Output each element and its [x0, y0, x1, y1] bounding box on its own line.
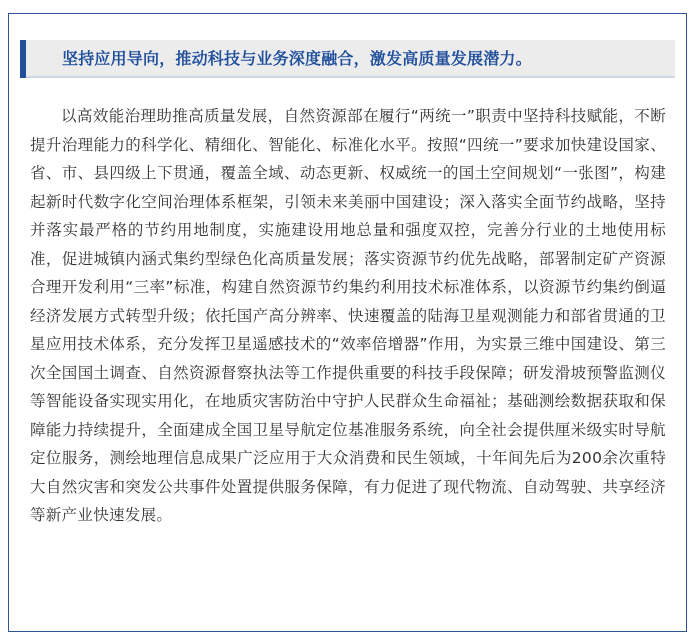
- heading-accent-bar: [20, 40, 26, 78]
- body-paragraph: 以高效能治理助推高质量发展，自然资源部在履行“两统一”职责中坚持科技赋能，不断提升治理能力的科学化、精细化、智能化、标准化水平。按照“四统一”要求加快建设国家、省、市、县四级上下贯通，覆盖全域、动态更新、权威统一的国土空间规划“一张图”，构建起新时代数字化空间治理体系框架，引领未来美丽中国建设；深入落实全面节约战略，坚持并落实最严格的节约用地制度，实施建设用地总量和强度双控，完善分行业的土地使用标准，促进城镇内涵式集约型绿色化高质量发展；落实资源节约优先战略，部署制定矿产资源合理开发利用“三率”标准，构建自然资源节约集约利用技术标准体系，以资源节约集约倒逼经济发展方式转型升级；依托国产高分辨率、快速覆盖的陆海卫星观测能力和部省贯通的卫星应用技术体系，充分发挥卫星遥感技术的“效率倍增器”作用，为实景三维中国建设、第三次全国国土调查、自然资源督察执法等工作提供重要的科技手段保障；研发滑坡预警监测仪等智能设备实现实用化，在地质灾害防治中守护人民群众生命福祉；基础测绘数据获取和保障能力持续提升，全面建成全国卫星导航定位基准服务系统，向全社会提供厘米级实时导航定位服务，测绘地理信息成果广泛应用于大众消费和民生领域，十年间先后为200余次重特大自然灾害和突发公共事件处置提供服务保障，有力促进了现代物流、自动驾驶、共享经济等新产业快速发展。: [30, 107, 666, 524]
- section-heading: 坚持应用导向，推动科技与业务深度融合，激发高质量发展潜力。: [62, 49, 532, 68]
